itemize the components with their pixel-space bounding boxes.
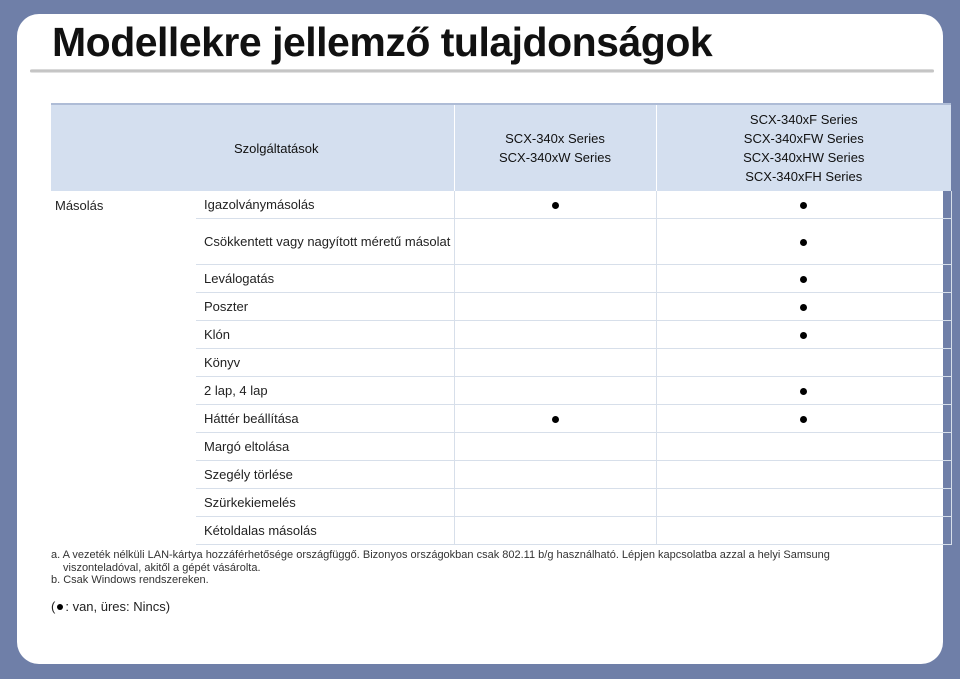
feature-cell: Szegély törlése: [196, 461, 454, 489]
category-cell: Másolás: [55, 198, 104, 213]
availability-cell-a: [454, 293, 656, 321]
bullet-icon: [57, 604, 63, 610]
feature-cell: Margó eltolása: [196, 433, 454, 461]
footnote-a: a. A vezeték nélküli LAN-kártya hozzáférhetősége országfüggő. Bizonyos országokban csak 802.11 b/g használható. Lépjen kapcsolatba azzal a helyi Samsung: [51, 549, 830, 561]
availability-cell-a: [454, 377, 656, 405]
header-model-a-line: SCX-340x Series: [505, 131, 605, 146]
table-row: [51, 191, 951, 219]
feature-cell: Könyv: [196, 349, 454, 377]
availability-cell-a: [454, 433, 656, 461]
bullet-icon: [552, 416, 559, 423]
availability-cell-a: [454, 517, 656, 545]
availability-cell-b: [656, 405, 951, 433]
feature-cell: 2 lap, 4 lap: [196, 377, 454, 405]
title-divider: [30, 69, 934, 73]
bullet-icon: [800, 388, 807, 395]
feature-cell: Igazolványmásolás: [196, 191, 454, 219]
availability-cell-b: [656, 265, 951, 293]
availability-cell-b: [656, 293, 951, 321]
bullet-icon: [800, 416, 807, 423]
availability-cell-b: [656, 321, 951, 349]
header-model-a-line: SCX-340xW Series: [499, 150, 611, 165]
availability-cell-a: [454, 349, 656, 377]
header-services: Szolgáltatások: [51, 104, 454, 191]
availability-cell-b: [656, 489, 951, 517]
availability-cell-a: [454, 219, 656, 265]
feature-cell: Szürkekiemelés: [196, 489, 454, 517]
header-model-a: [454, 104, 656, 191]
feature-cell: Háttér beállítása: [196, 405, 454, 433]
feature-cell: Poszter: [196, 293, 454, 321]
footnotes: [51, 549, 931, 587]
table-header-row: [51, 104, 951, 191]
feature-cell: Csökkentett vagy nagyított méretű másolat: [196, 219, 454, 265]
availability-cell-a: [454, 191, 656, 219]
bullet-icon: [800, 202, 807, 209]
header-model-b: [656, 104, 951, 191]
availability-cell-b: [656, 461, 951, 489]
footnote-b: b. Csak Windows rendszereken.: [51, 574, 209, 586]
availability-cell-b: [656, 377, 951, 405]
availability-cell-b: [656, 219, 951, 265]
legend-text: : van, üres: Nincs): [65, 599, 171, 614]
availability-cell-b: [656, 349, 951, 377]
header-model-b-line: SCX-340xFW Series: [743, 131, 864, 146]
bullet-icon: [800, 239, 807, 246]
header-model-b-line: SCX-340xF Series: [749, 112, 858, 127]
feature-cell: Leválogatás: [196, 265, 454, 293]
availability-cell-a: [454, 405, 656, 433]
availability-cell-b: [656, 433, 951, 461]
header-model-b-line: SCX-340xHW Series: [743, 150, 865, 165]
availability-cell-a: [454, 489, 656, 517]
availability-cell-b: [656, 517, 951, 545]
feature-cell: Klón: [196, 321, 454, 349]
bullet-icon: [552, 202, 559, 209]
footnote-a-continued: viszonteladóval, akitől a gépét vásárolta.: [63, 561, 261, 574]
availability-cell-a: [454, 461, 656, 489]
availability-cell-a: [454, 265, 656, 293]
bullet-icon: [800, 276, 807, 283]
bullet-icon: [800, 332, 807, 339]
feature-cell: Kétoldalas másolás: [196, 517, 454, 545]
page-title: Modellekre jellemző tulajdonságok: [52, 19, 713, 65]
availability-cell-b: [656, 191, 951, 219]
availability-cell-a: [454, 321, 656, 349]
legend: [51, 599, 170, 614]
bullet-icon: [800, 304, 807, 311]
features-table: [51, 103, 952, 545]
header-model-b-line: SCX-340xFH Series: [745, 169, 863, 184]
legend-open: (: [51, 599, 56, 614]
